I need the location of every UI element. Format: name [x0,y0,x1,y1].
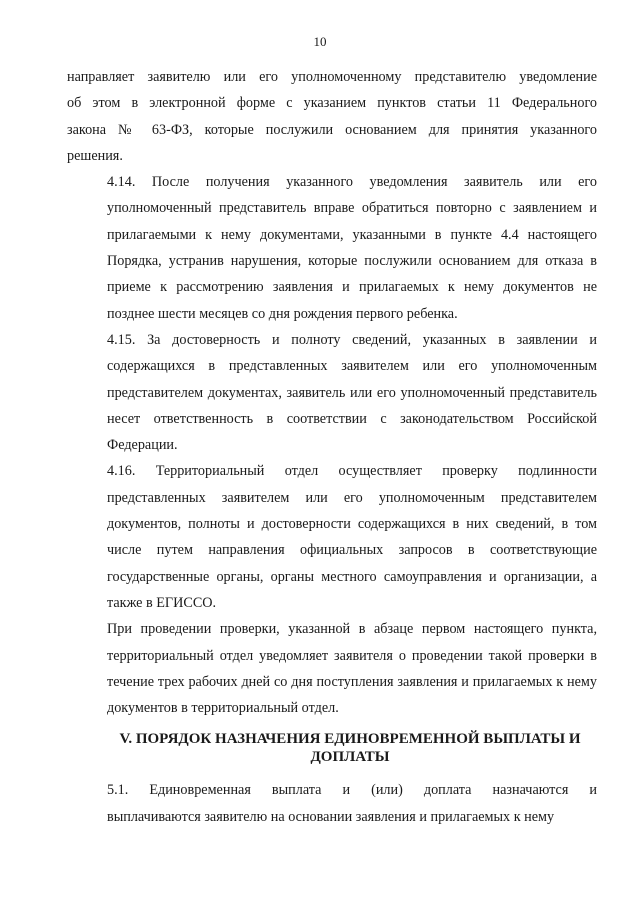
text-line: представителем документах, заявитель или его уполномоченный представитель [107,384,597,401]
text-line: 5.1. Единовременная выплата и (или) доплата назначаются и [107,782,597,799]
text-line: государственные органы, органы местного самоуправления и организации, а [107,568,597,585]
document-body [67,64,597,830]
paragraphs-before-section [67,64,597,721]
text-line: При проведении проверки, указанной в абзаце первом настоящего пункта, [107,621,597,638]
text-line: течение трех рабочих дней со дня поступления заявления и прилагаемых к нему [107,673,597,690]
text-line: несет ответственность в соответствии с законодательством Российской [107,410,597,427]
text-line: территориальный отдел уведомляет заявителя о проведении такой проверки в [107,647,597,664]
text-line: содержащихся в представленных заявителем или его уполномоченным [107,358,597,375]
text-line: документов, полноты и достоверности содержащихся в них сведений, в том [107,516,597,533]
paragraph-p-4-15 [67,327,597,458]
section-heading [67,730,597,766]
text-line: Порядка, устранив нарушения, которые послужили основанием для отказа в [107,253,597,270]
paragraph-p-4-14 [67,169,597,327]
text-line: 4.15. За достоверность и полноту сведений, указанных в заявлении и [107,331,597,348]
paragraph-p-4-16-b [67,616,597,721]
text-line: закона № 63-ФЗ, которые послужили основанием для принятия указанного [67,121,597,138]
paragraph-p-continuation [67,64,597,169]
text-line: решения. [67,147,123,164]
text-line: об этом в электронной форме с указанием пунктов статьи 11 Федерального [67,95,597,112]
text-line: документов в территориальный отдел. [107,700,339,717]
text-line: приеме к рассмотрению заявления и прилагаемых к нему документов не [107,279,597,296]
section-heading-line-2: ДОПЛАТЫ [310,749,390,766]
text-line: представленных заявителем или его уполномоченным представителем [107,489,597,506]
paragraphs-after-section [67,777,597,830]
text-line: 4.14. После получения указанного уведомления заявитель или его [107,174,597,191]
text-line: уполномоченный представитель вправе обратиться повторно с заявлением и [107,200,597,217]
page-number: 10 [313,34,327,49]
paragraph-p-4-16 [67,458,597,616]
text-line: числе путем направления официальных запросов в соответствующие [107,542,597,559]
text-line: направляет заявителю или его уполномоченному представителю уведомление [67,69,597,85]
paragraph-p-5-1 [67,777,597,830]
text-line: выплачиваются заявителю на основании заявления и прилагаемых к нему [107,808,555,825]
text-line: также в ЕГИССО. [107,594,217,611]
section-heading-line-1: V. ПОРЯДОК НАЗНАЧЕНИЯ ЕДИНОВРЕМЕННОЙ ВЫПЛАТЫ И [119,731,581,748]
text-line: позднее шести месяцев со дня рождения первого ребенка. [107,305,458,322]
text-line: 4.16. Территориальный отдел осуществляет проверку подлинности [107,463,597,480]
text-line: прилагаемыми к нему документами, указанными в пункте 4.4 настоящего [107,226,597,243]
text-line: Федерации. [107,437,178,454]
